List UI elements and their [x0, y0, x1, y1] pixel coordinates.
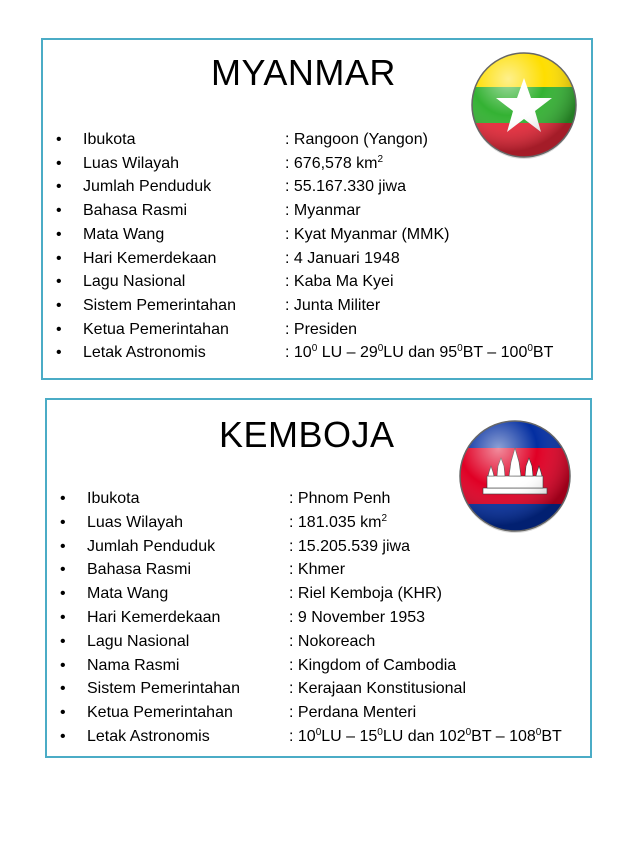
info-value: : Kaba Ma Kyei: [285, 273, 394, 291]
info-value: : $10^0$ LU – $29^0LU$ dan $95^0BT - 100^0BT$: [285, 343, 554, 362]
bullet: •: [56, 249, 62, 267]
bullet: •: [60, 537, 66, 555]
info-value: : Perdana Menteri: [289, 704, 417, 722]
info-label: Letak Astronomis: [83, 344, 206, 362]
info-value: : Kingdom of Cambodia: [289, 656, 457, 674]
info-value: : Nokoreach: [289, 632, 376, 650]
info-label: Hari Kemerdekaan: [83, 249, 217, 267]
kemboja-title: KEMBOJA: [219, 414, 395, 455]
info-label: Luas Wilayah: [83, 154, 180, 172]
bullet: •: [60, 609, 66, 626]
info-label: Ibukota: [83, 131, 136, 148]
bullet: •: [60, 561, 66, 579]
bullet: •: [60, 680, 66, 698]
info-label: Jumlah Penduduk: [83, 178, 212, 196]
info-label: Sistem Pemerintahan: [87, 680, 240, 698]
info-value: : Myanmar: [285, 202, 361, 220]
info-value: : Phnom Penh: [289, 490, 391, 507]
info-label: Sistem Pemerintahan: [83, 296, 236, 314]
bullet: •: [60, 585, 66, 603]
info-label: Bahasa Rasmi: [83, 202, 188, 220]
info-label: Bahasa Rasmi: [87, 561, 192, 579]
info-value: : Presiden: [285, 320, 358, 338]
bullet: •: [56, 273, 62, 291]
bullet: •: [56, 225, 62, 243]
info-label: Mata Wang: [83, 225, 165, 243]
myanmar-title: MYANMAR: [211, 52, 396, 93]
info-value: : 181.035 $km^2$: [289, 512, 388, 531]
info-label: Mata Wang: [87, 585, 169, 603]
info-label: Luas Wilayah: [87, 513, 184, 531]
info-value: : 9 November 1953: [289, 609, 426, 626]
bullet: •: [56, 344, 62, 362]
bullet: •: [56, 131, 62, 148]
bullet: •: [60, 704, 66, 722]
info-value: : 676,578 $km^2$: [285, 153, 384, 172]
info-label: Jumlah Penduduk: [87, 537, 216, 555]
info-label: Letak Astronomis: [87, 728, 210, 745]
kemboja-card: [45, 398, 592, 758]
info-value: : Khmer: [289, 561, 346, 579]
info-value: : 15.205.539 jiwa: [289, 537, 410, 555]
info-label: Ibukota: [87, 490, 140, 507]
info-label: Nama Rasmi: [87, 656, 180, 674]
bullet: •: [60, 656, 66, 674]
cambodia-flag-icon: [457, 418, 573, 534]
info-value: : Rangoon (Yangon): [285, 131, 428, 148]
info-value: : Junta Militer: [285, 296, 381, 314]
info-value: : 55.167.330 jiwa: [285, 178, 406, 196]
info-value: : $10^0LU - 15^0LU$ dan $102^0BT - 108^0BT$: [289, 727, 562, 745]
bullet: •: [56, 202, 62, 220]
myanmar-flag-icon: [469, 50, 579, 160]
bullet: •: [56, 178, 62, 196]
info-label: Lagu Nasional: [83, 273, 186, 291]
info-label: Ketua Pemerintahan: [87, 704, 233, 722]
bullet: •: [56, 296, 62, 314]
info-value: : Kyat Myanmar (MMK): [285, 225, 450, 243]
info-value: : Riel Kemboja (KHR): [289, 585, 442, 603]
info-label: Ketua Pemerintahan: [83, 320, 229, 338]
info-label: Hari Kemerdekaan: [87, 609, 221, 626]
bullet: •: [60, 632, 66, 650]
bullet: •: [60, 728, 66, 745]
bullet: •: [60, 513, 66, 531]
info-value: : 4 Januari 1948: [285, 249, 400, 267]
info-value: : Kerajaan Konstitusional: [289, 680, 466, 698]
bullet: •: [56, 154, 62, 172]
bullet: •: [56, 320, 62, 338]
myanmar-card: [41, 38, 593, 380]
info-label: Lagu Nasional: [87, 632, 190, 650]
bullet: •: [60, 490, 66, 507]
